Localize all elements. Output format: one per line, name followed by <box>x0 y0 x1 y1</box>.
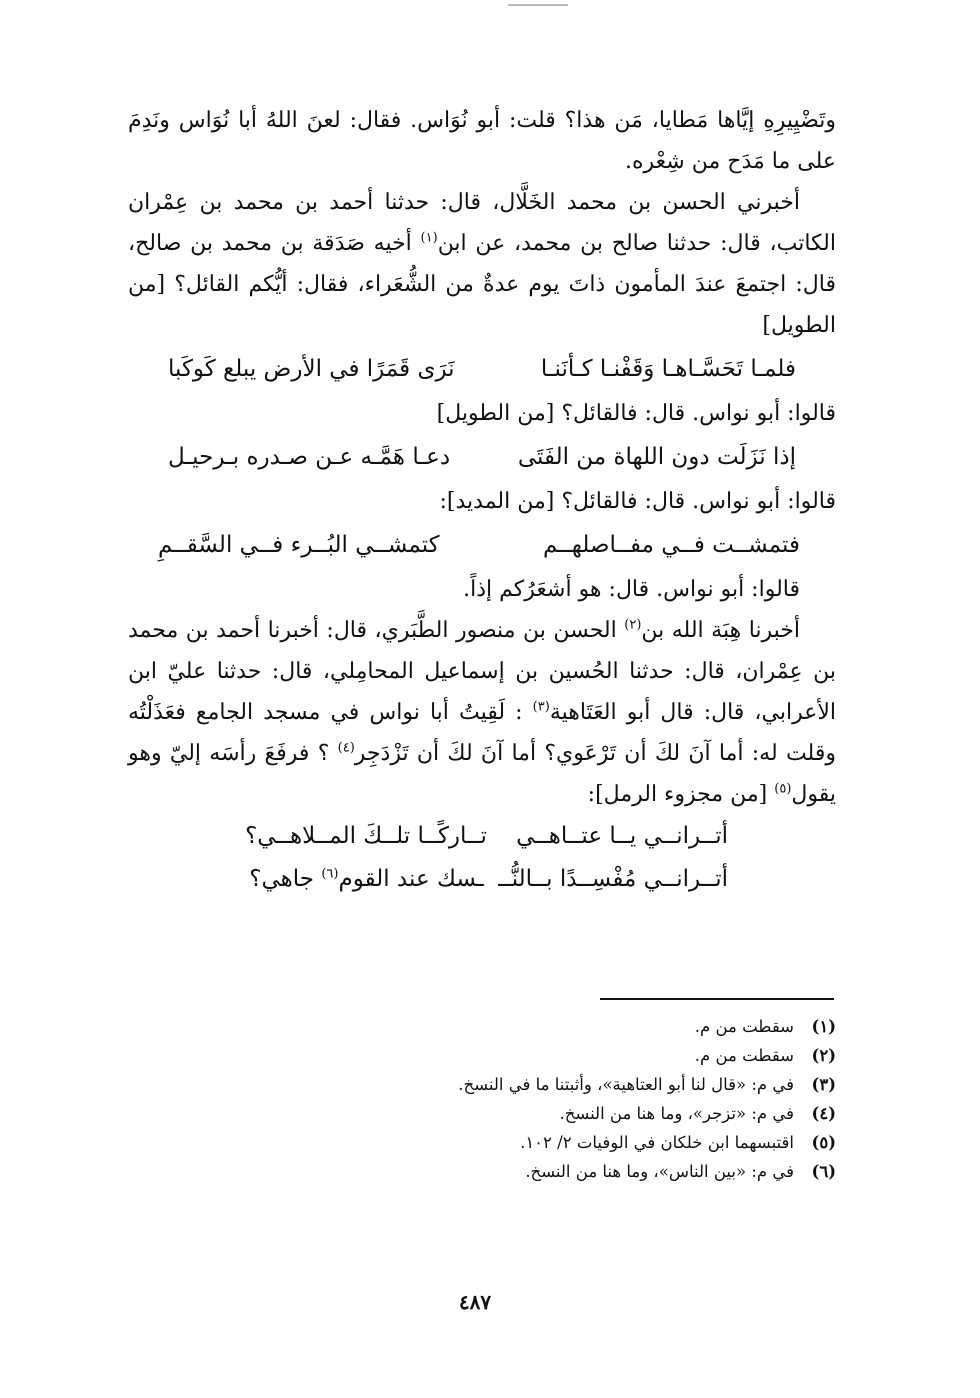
verse-line <box>128 437 836 478</box>
main-text <box>128 100 836 901</box>
verse-hemistich: إذا نَزَلَت دون اللهاة من الفَتَى <box>517 444 796 470</box>
footnote-ref: (١) <box>420 230 438 246</box>
footnote: (٣)في م: «قال لنا أبو العتاهية»، وأثبتنا ما في النسخ. <box>458 1075 836 1094</box>
footnote: (٦)في م: «بين الناس»، وما هنا من النسخ. <box>525 1162 836 1181</box>
verse-line <box>128 525 836 566</box>
scan-artifact <box>508 4 568 12</box>
page-number: ٤٨٧ <box>458 1290 492 1314</box>
verse-hemistich: دعـا هَمَّـه عـن صـدره بـرحيـل <box>168 444 451 470</box>
paragraph: قالوا: أبو نواس. قال: فالقائل؟ [من الطويل] <box>436 401 836 426</box>
verse-line: أتــرانــي يــا عتــاهــي تــاركًــا تلــكَ المــلاهــي؟ <box>245 823 728 849</box>
verse-line: أتــرانــي مُفْسِــدًا بــالنُّــ ـسك عند القوم$^{(٦)}$ جاهي؟ <box>249 866 728 892</box>
footnote: (٤)في م: «تزجر»، وما هنا من النسخ. <box>559 1104 836 1123</box>
footnote-ref: (٦) <box>321 866 339 882</box>
verse-hemistich: نَرَى قَمَرًا في الأرض يبلع كَوكَبا <box>168 356 455 382</box>
verse-hemistich: كتمشــي البُــرء فــي السَّقــمِ <box>158 532 440 558</box>
verse-line <box>128 349 836 390</box>
footnote-ref: (٥) <box>774 781 792 797</box>
footnote: (١)سقطت من م. <box>694 1017 836 1036</box>
verse-block <box>128 815 836 901</box>
verse-hemistich: فلمـا تَحَسَّـاهـا وَقَفْنـا كـأنَنـا <box>540 356 796 382</box>
footnote-ref: (٢) <box>624 617 642 633</box>
footnote-ref: (٣) <box>532 699 550 715</box>
footnote-separator <box>600 998 834 1000</box>
paragraph: أخبرنا هِبَة الله بن$^{(٢)}$ الحسن بن منصور الطَّبَري، قال: أخبرنا أحمد بن محمد بن عِمْران، قال: حدثنا الحُسين بن إسماعيل المحامِلي، قال: حدثنا عليّ ابن الأعرابي، قال: قال أبو العَتَاهية$^{(٣)}$ : لَقِيتُ أبا نواس في مسجد الجامع فعَذَلْتُه وقلت له: أما آنَ لكَ أن تَرْعَوي؟ أما آنَ لكَ أن تَزْدَجِر$^{(٤)}$ ؟ فرفَعَ رأسَه إليّ وهو يقول$^{(٥)}$ [من مجزوء الرمل]: <box>128 617 837 807</box>
paragraph: أخبرني الحسن بن محمد الخَلَّال، قال: حدثنا أحمد بن محمد بن عِمْران الكاتب، قال: حدثنا صالح بن محمد، عن ابن$^{(١)}$ أخيه صَدَقة بن محمد بن صالح، قال: اجتمعَ عندَ المأمون ذاتَ يوم عدةٌ من الشُّعَراء، فقال: أيُّكم القائل؟ [من الطويل] <box>128 190 836 338</box>
paragraph: قالوا: أبو نواس. قال: فالقائل؟ [من المديد]: <box>439 489 836 514</box>
footnote: (٥)اقتبسهما ابن خلكان في الوفيات ٢/ ١٠٢. <box>520 1133 836 1152</box>
footnotes <box>300 1012 836 1186</box>
paragraph: قالوا: أبو نواس. قال: هو أشعَرُكم إذاً. <box>463 577 800 602</box>
footnote: (٢)سقطت من م. <box>694 1046 836 1065</box>
verse-hemistich: فتمشــت فــي مفــاصلهــم <box>542 532 800 558</box>
footnote-ref: (٤) <box>337 740 355 756</box>
paragraph: وتَضْيِيرِهِ إيَّاها مَطايا، مَن هذا؟ قلت: أبو نُوَاس. فقال: لعنَ اللهُ أبا نُوَاس ونَدِمَ على ما مَدَح من شِعْره. <box>128 108 836 174</box>
